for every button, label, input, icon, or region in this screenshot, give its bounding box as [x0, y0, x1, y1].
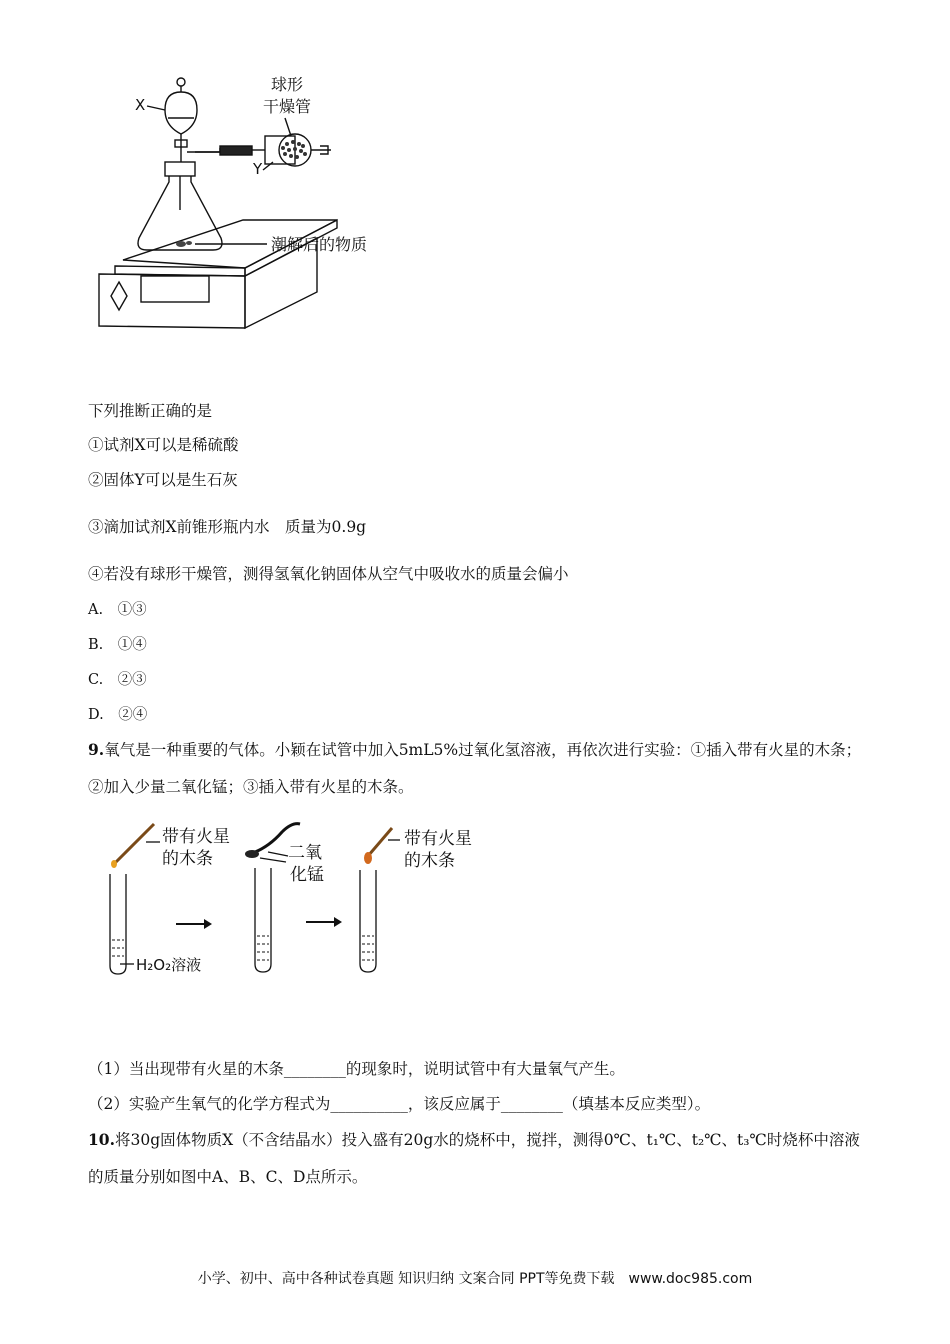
splint1-label-1: 带有火星	[162, 827, 230, 847]
label-x: X	[135, 96, 146, 114]
q8-statement-3: ③滴加试剂X前锥形瓶内水 质量为0.9g	[88, 518, 367, 536]
test-tube-figure	[100, 818, 500, 982]
deliquesced-label: 潮解后的物质	[271, 235, 368, 254]
q8-option-a: A. ①③	[88, 602, 147, 618]
drying-tube-label-2: 干燥管	[263, 97, 312, 116]
q9-sub1: （1）当出现带有火星的木条________的现象时，说明试管中有大量氧气产生。	[88, 1060, 625, 1078]
q10-paragraph	[88, 1121, 868, 1196]
q10-number: 10.	[88, 1130, 115, 1149]
q8-statement-4: ④若没有球形干燥管，测得氢氧化钠固体从空气中吸收水的质量会偏小	[88, 565, 569, 583]
mno2-label-2: 化锰	[290, 865, 324, 885]
splint1-label-2: 的木条	[162, 849, 213, 869]
label-y: Y	[253, 160, 263, 178]
q8-option-c: C. ②③	[88, 672, 147, 688]
q9-paragraph	[88, 731, 868, 806]
q9-stem: 氧气是一种重要的气体。小颖在试管中加入5mL5%过氧化氢溶液，再依次进行实验：①插入带有火星的木条；②加入少量二氧化锰；③插入带有火星的木条。	[88, 741, 862, 796]
q8-stem: 下列推断正确的是	[88, 402, 213, 420]
q8-statement-1: ①试剂X可以是稀硫酸	[88, 436, 239, 454]
mno2-powder-icon	[245, 850, 259, 858]
q9-sub2: （2）实验产生氧气的化学方程式为__________，该反应属于________（填基本反应类型）。	[88, 1095, 711, 1113]
drying-tube-label-1: 球形	[271, 75, 304, 94]
q8-statement-2: ②固体Y可以是生石灰	[88, 471, 238, 489]
q10-stem: 将30g固体物质X（不含结晶水）投入盛有20g水的烧杯中，搅拌，测得0℃、t₁℃、t₂℃、t₃℃时烧杯中溶液的质量分别如图中A、B、C、D点所示。	[88, 1131, 860, 1186]
ember-2-icon	[364, 852, 372, 864]
ember-1-icon	[111, 860, 117, 868]
apparatus-figure	[95, 70, 395, 332]
q8-option-d: D. ②④	[88, 707, 148, 723]
q8-option-b: B. ①④	[88, 637, 147, 653]
mno2-label-1: 二氧	[288, 843, 322, 863]
h2o2-label: H₂O₂溶液	[136, 956, 202, 974]
splint2-label-2: 的木条	[404, 851, 455, 871]
page-footer: 小学、初中、高中各种试卷真题 知识归纳 文案合同 PPT等免费下载 www.doc985.com	[197, 1271, 753, 1287]
splint2-label-1: 带有火星	[404, 829, 472, 849]
q9-number: 9.	[88, 740, 105, 759]
